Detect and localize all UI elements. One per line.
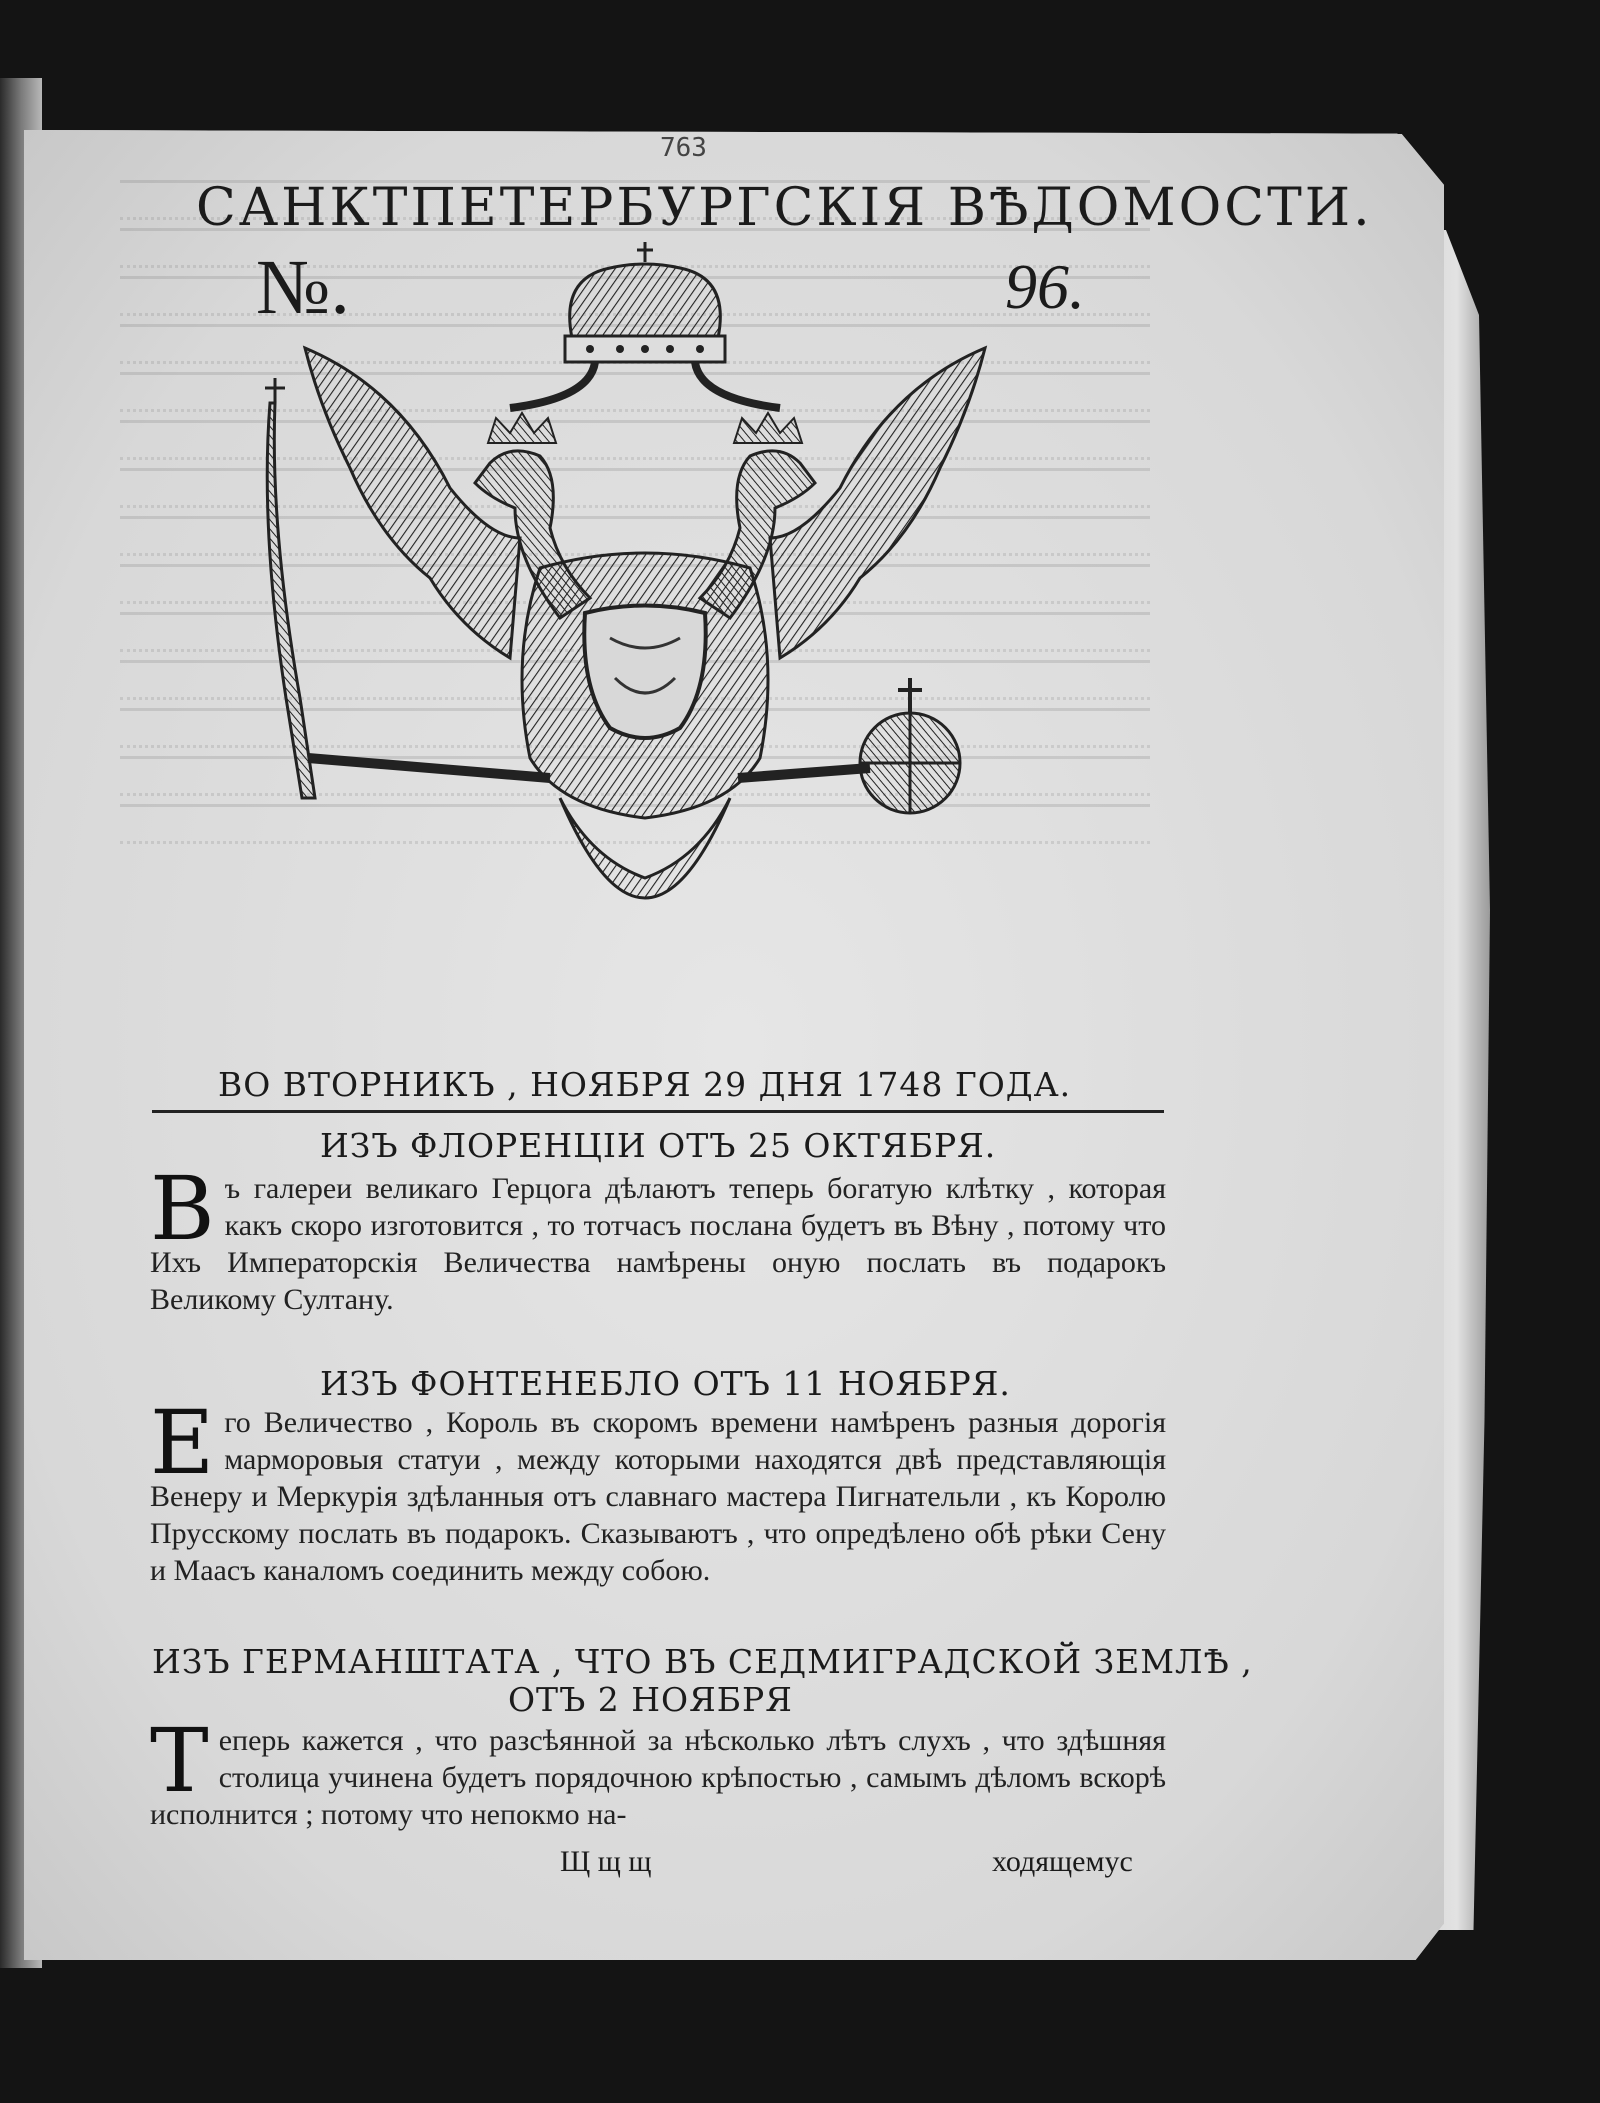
catchword: ходящемус [992, 1845, 1133, 1878]
article-body [150, 1709, 1166, 1833]
issue-number: 96. [1005, 251, 1085, 322]
issue-date-line: ВО ВТОРНИКЪ , НОЯБРЯ 29 ДНЯ 1748 ГОДА. [218, 1065, 1072, 1104]
double-headed-eagle-emblem [260, 238, 1030, 1008]
article-body [150, 1157, 1166, 1318]
drop-cap: В [150, 1157, 215, 1260]
imperial-crown-icon [510, 242, 780, 408]
article-text: еперь кажется , что разсѣянной за нѣсколько лѣтъ слухъ , что здѣшняя столица учинена будетъ порядочною крѣпостью , самымъ дѣломъ вскорѣ исполнится ; потому что непокмо на- [150, 1724, 1166, 1831]
article-subheading: ОТЪ 2 НОЯБРЯ [508, 1680, 793, 1719]
page-folio-number: 763 [660, 133, 707, 163]
article-heading: ИЗЪ ГЕРМАНШТАТА , ЧТО ВЪ СЕДМИГРАДСКОЙ ЗЕМЛѢ , [152, 1642, 1253, 1681]
article-text: ъ галереи великаго Герцога дѣлаютъ теперь богатую клѣтку , которая какъ скоро изготовится , то тотчасъ послана будетъ въ Вѣну , потому что Ихъ Императорскія Величества намѣрены оную послать въ подарокъ Великому Султану. [150, 1172, 1166, 1316]
right-wing [770, 348, 985, 658]
drop-cap: Е [150, 1391, 215, 1494]
coat-of-arms-shield [584, 606, 705, 739]
newspaper-masthead: САНКТПЕТЕРБУРГСКІЯ ВѢДОМОСТИ. [196, 178, 1373, 238]
left-wing [305, 348, 520, 658]
drop-cap: Т [150, 1709, 209, 1812]
issue-number-label: №. [256, 243, 350, 330]
header-rule [152, 1110, 1164, 1113]
article-heading: ИЗЪ ФЛОРЕНЦІИ ОТЪ 25 ОКТЯБРЯ. [320, 1126, 997, 1165]
signature-mark: Щ щ щ [560, 1845, 652, 1878]
article-heading: ИЗЪ ФОНТЕНЕБЛО ОТЪ 11 НОЯБРЯ. [320, 1364, 1011, 1403]
article-body [150, 1391, 1166, 1589]
article-text: го Величество , Король въ скоромъ времени намѣренъ разныя дорогія марморовыя статуи , между которыми находятся двѣ представляющія Венеру и Меркурія здѣланныя отъ славнаго мастера Пигнательли , къ Королю Прусскому послать въ подарокъ. Сказываютъ , что опредѣлено обѣ рѣки Сену и Маасъ каналомъ соединить между собою. [150, 1406, 1166, 1587]
orb-icon [738, 678, 960, 813]
